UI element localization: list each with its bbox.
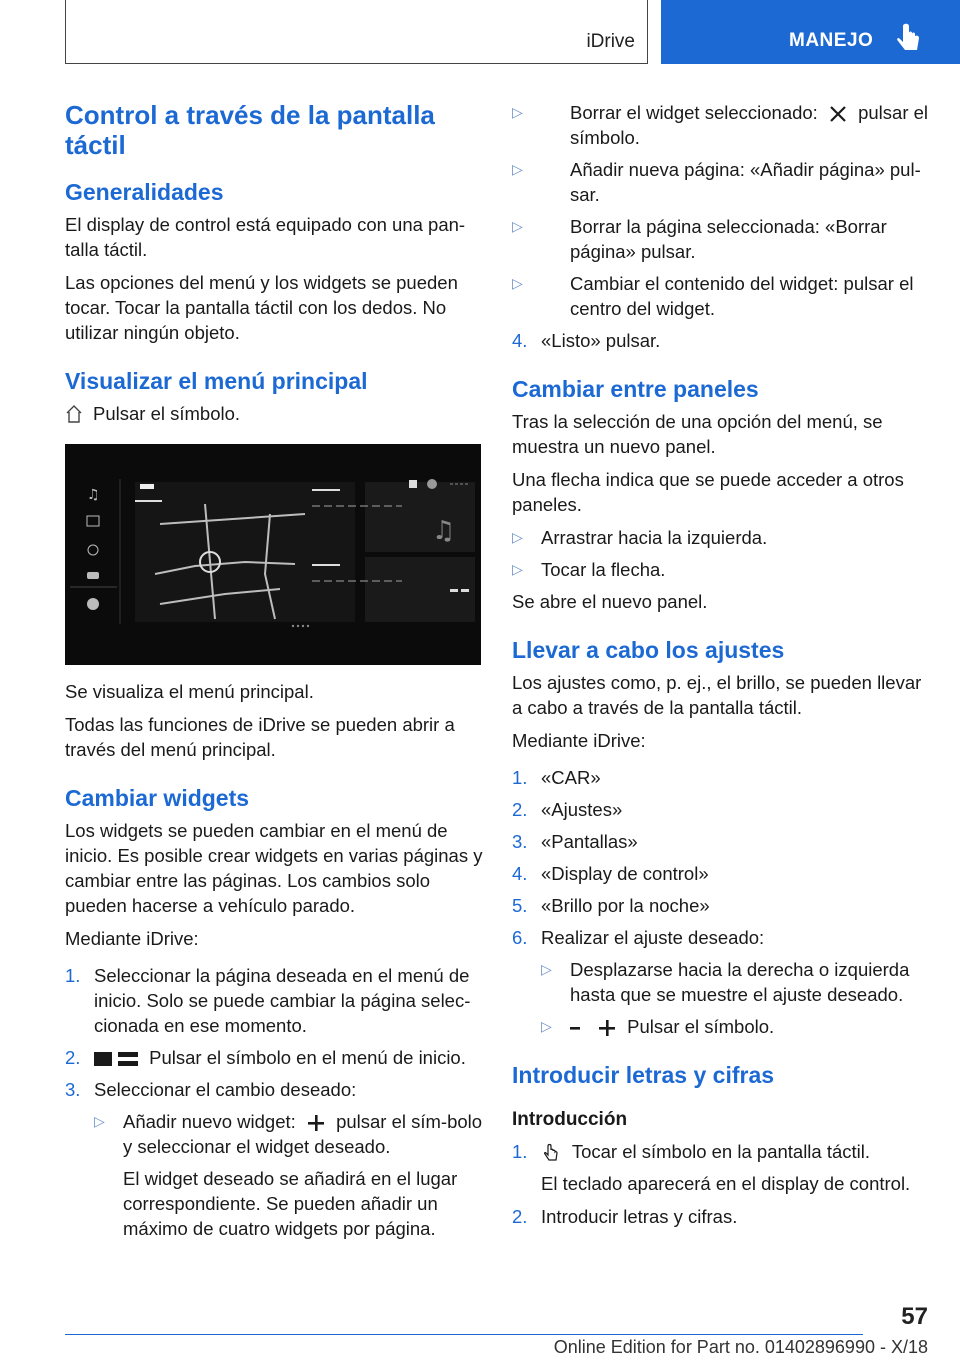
step-number: 1. (65, 965, 81, 986)
para-general-1: El display de control está equipado con una pan-talla táctil. (65, 214, 466, 260)
step-text: Seleccionar el cambio deseado: (94, 1079, 357, 1100)
step-text: «Display de control» (541, 863, 709, 884)
heading-widgets: Cambiar widgets (65, 785, 250, 811)
settings-step-4 (512, 861, 930, 886)
step-text: «Brillo por la noche» (541, 895, 710, 916)
sub-add-text-a: Añadir nuevo widget: (123, 1111, 296, 1132)
page-number: 57 (901, 1303, 928, 1330)
triangle-bullet-icon: ▷ (94, 1113, 105, 1129)
sub-add-note: El widget deseado se añadirá en el lugar correspondiente. Se pueden añadir un máximo de cuatro widgets por página. (123, 1168, 458, 1239)
step-number: 3. (65, 1079, 81, 1100)
widget-step-4 (512, 328, 930, 353)
heading-settings: Llevar a cabo los ajustes (512, 637, 785, 663)
menu-icon-text: Pulsar el símbolo. (93, 403, 241, 424)
step-number: 2. (65, 1047, 81, 1068)
para-panels-1: Tras la selección de una opción del menú, se muestra un nuevo panel. (512, 411, 883, 457)
letters-step-1-note: El teclado aparecerá en el display de control. (541, 1173, 911, 1194)
para-menu-1: Se visualiza el menú principal. (65, 681, 314, 702)
sub-del-text-a: Borrar el widget seleccionado: (570, 102, 818, 123)
sub-add-widget (94, 1109, 485, 1159)
heading-letters: Introducir letras y cifras (512, 1062, 775, 1088)
sub-del-text-b: pulsar el símbolo. (570, 102, 929, 148)
touch-hand-icon (895, 22, 923, 54)
sub-add-page-text: Añadir nueva página: «Añadir página» pul-sar. (570, 159, 921, 205)
svg-text:♫: ♫ (432, 516, 456, 546)
footer-divider (65, 1334, 863, 1335)
sub-slide (541, 957, 930, 1007)
sub-add-page (512, 157, 930, 207)
close-icon (829, 105, 847, 123)
sub-add-text-b: pulsar el sím-bolo y seleccionar el widget deseado. (123, 1111, 483, 1157)
sub-delete-widget (512, 100, 930, 150)
heading-panels: Cambiar entre paneles (512, 376, 759, 402)
letters-step-1 (512, 1139, 930, 1164)
step-number: 5. (512, 895, 528, 916)
menu-icon-line (65, 401, 485, 426)
svg-text:♫: ♫ (87, 487, 100, 503)
header-section-label: iDrive (586, 31, 635, 52)
step-text: Tocar el símbolo en la pantalla táctil. (571, 1141, 871, 1162)
heading-intro: Introducción (512, 1109, 628, 1130)
para-widgets-1: Los widgets se pueden cambiar en el menú de inicio. Es posible crear widgets en varias páginas y cambiar entre las páginas. Los cambios solo pueden hacerse a vehículo parado. (65, 820, 483, 916)
step-number: 2. (512, 799, 528, 820)
settings-step-6 (512, 925, 930, 950)
sub-symbol (541, 1014, 930, 1039)
triangle-bullet-icon: ▷ (512, 104, 523, 120)
step-text: Seleccionar la página deseada en el menú de inicio. Solo se puede cambiar la página selec-cionada en ese momento. (94, 965, 471, 1036)
home-icon (65, 404, 83, 424)
settings-step-1 (512, 765, 930, 790)
triangle-bullet-icon: ▷ (541, 1018, 552, 1034)
footer-edition: Online Edition for Part no. 01402896990 - X/18 (553, 1337, 928, 1357)
widget-step-2 (65, 1045, 485, 1070)
step-text: Pulsar el símbolo en el menú de inicio. (149, 1047, 466, 1068)
triangle-bullet-icon: ▷ (512, 561, 523, 577)
step-number: 4. (512, 330, 528, 351)
step-text: «CAR» (541, 767, 601, 788)
step-text: «Ajustes» (541, 799, 623, 820)
para-panels-3: Se abre el nuevo panel. (512, 591, 708, 612)
bullet-drag-text: Arrastrar hacia la izquierda. (541, 527, 768, 548)
para-settings-1: Los ajustes como, p. ej., el brillo, se pueden llevar a cabo a través de la pantalla táctil. (512, 672, 922, 718)
sub-change-content (512, 271, 930, 321)
settings-step-5 (512, 893, 930, 918)
sub-delete-page-text: Borrar la página seleccionada: «Borrar página» pulsar. (570, 216, 887, 262)
widget-step-1 (65, 963, 485, 1038)
widget-page-icon (94, 1050, 138, 1068)
left-column (65, 100, 485, 1249)
right-column (512, 100, 930, 1236)
letters-step-2 (512, 1204, 930, 1229)
heading-general: Generalidades (65, 179, 224, 205)
settings-step-2 (512, 797, 930, 822)
widget-step-3 (65, 1077, 485, 1102)
sub-symbol-text: Pulsar el símbolo. (627, 1016, 775, 1037)
step-number: 3. (512, 831, 528, 852)
step-number: 1. (512, 1141, 528, 1162)
para-menu-2: Todas las funciones de iDrive se pueden abrir a través del menú principal. (65, 714, 455, 760)
step-number: 4. (512, 863, 528, 884)
bullet-tap-text: Tocar la flecha. (541, 559, 666, 580)
triangle-bullet-icon: ▷ (512, 529, 523, 545)
screen-illustration (65, 444, 481, 665)
settings-step-3 (512, 829, 930, 854)
step-text: «Listo» pulsar. (541, 330, 661, 351)
sub-delete-page (512, 214, 930, 264)
header-chapter-label: MANEJO (789, 30, 874, 51)
sub-change-content-text: Cambiar el contenido del widget: pulsar el centro del widget. (570, 273, 914, 319)
triangle-bullet-icon: ▷ (512, 218, 523, 234)
step-text: Introducir letras y cifras. (541, 1206, 738, 1227)
para-panels-2: Una flecha indica que se puede acceder a otros paneles. (512, 469, 904, 515)
bullet-tap-arrow (512, 557, 930, 582)
step-text: Realizar el ajuste deseado: (541, 927, 765, 948)
para-settings-2: Mediante iDrive: (512, 730, 646, 751)
sub-slide-text: Desplazarse hacia la derecha o izquierda hasta que se muestre el ajuste deseado. (570, 959, 910, 1005)
page-title: Control a través de la pantalla táctil (65, 100, 435, 160)
step-number: 1. (512, 767, 528, 788)
step-number: 2. (512, 1206, 528, 1227)
heading-main-menu: Visualizar el menú principal (65, 368, 368, 394)
step-text: «Pantallas» (541, 831, 638, 852)
plus-icon (307, 1114, 325, 1132)
header-section-box (65, 0, 648, 64)
bullet-drag-left (512, 525, 930, 550)
para-general-2: Las opciones del menú y los widgets se pueden tocar. Tocar la pantalla táctil con los dedos. No utilizar ningún objeto. (65, 272, 458, 343)
triangle-bullet-icon: ▷ (512, 161, 523, 177)
touch-finger-icon (541, 1143, 561, 1163)
triangle-bullet-icon: ▷ (512, 275, 523, 291)
step-number: 6. (512, 927, 528, 948)
main-menu-screen-image (65, 444, 481, 665)
triangle-bullet-icon: ▷ (541, 961, 552, 977)
header-chapter-tab (661, 0, 960, 64)
para-widgets-2: Mediante iDrive: (65, 928, 199, 949)
minus-plus-icon (570, 1019, 616, 1037)
